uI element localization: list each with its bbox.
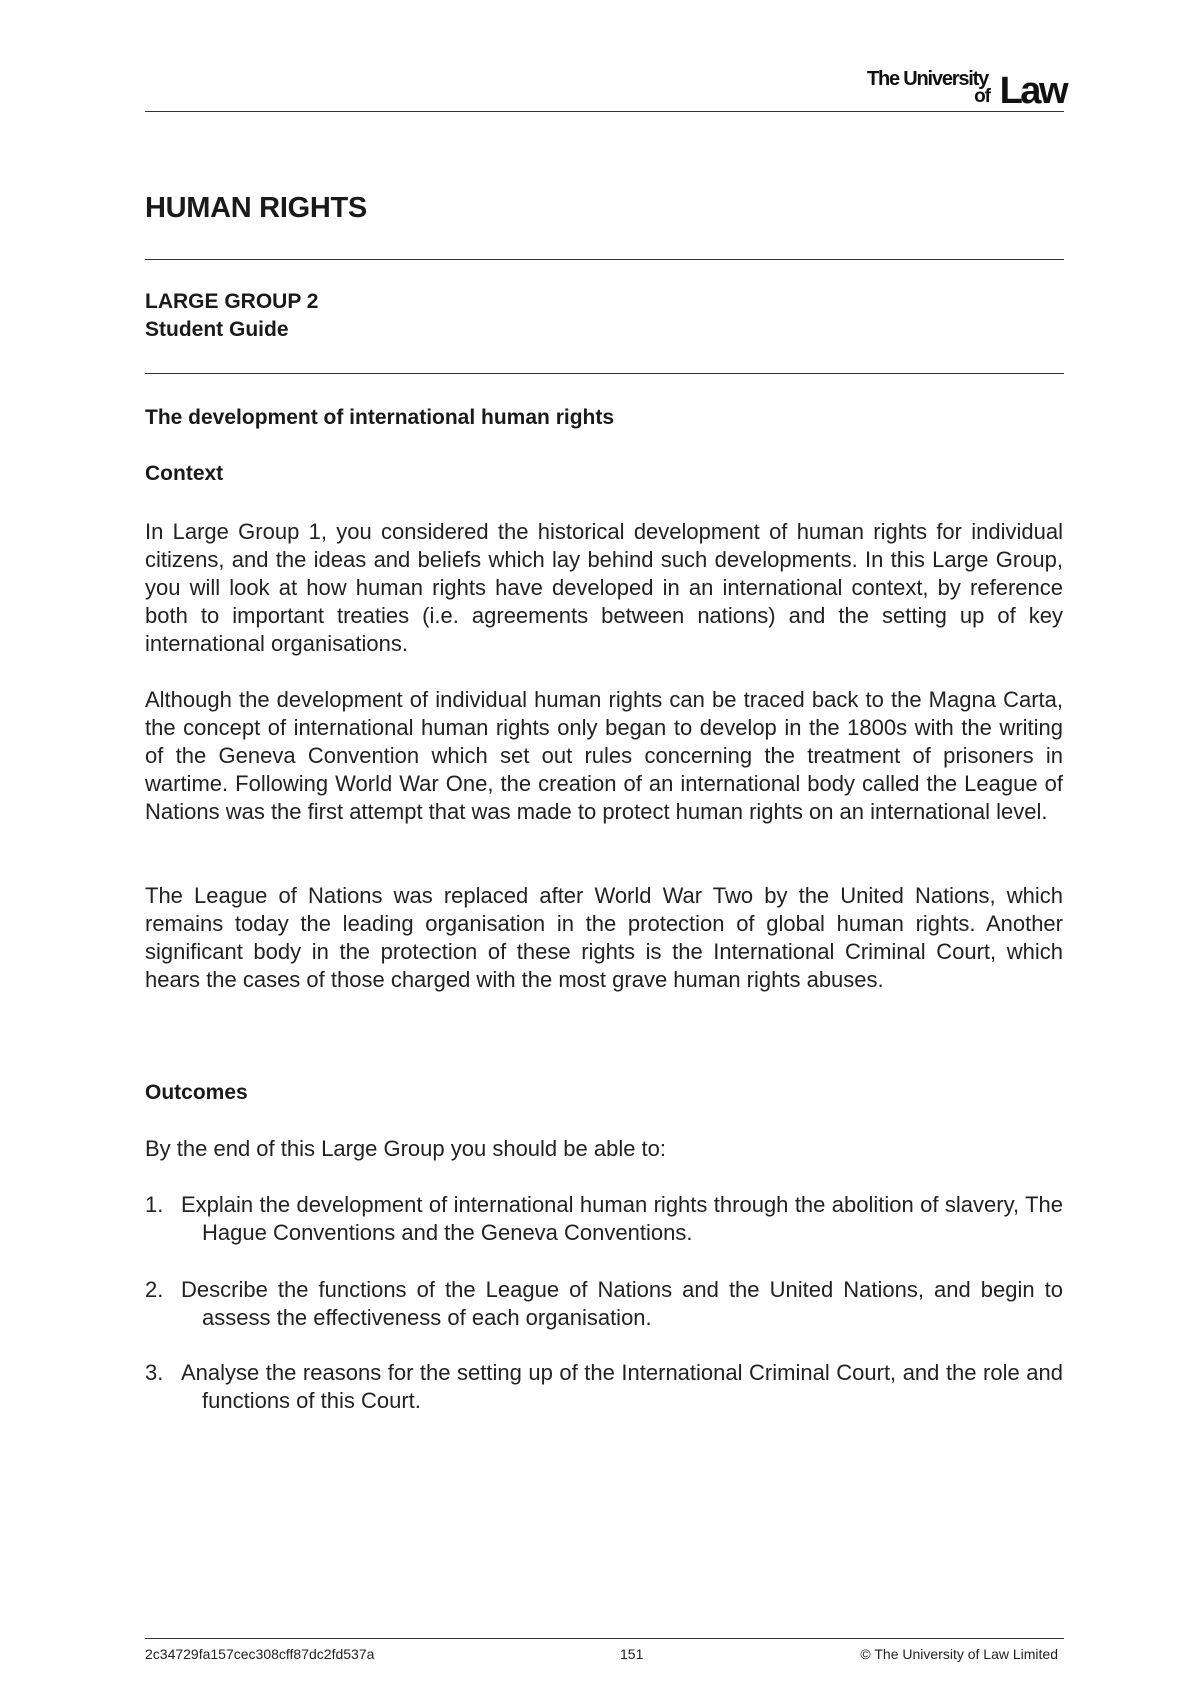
outcome-number: 1. (145, 1192, 164, 1217)
outcome-text: Explain the development of international human rights through the abolition of slavery, The Hague Conventions and the Geneva Conventions. (181, 1192, 1063, 1245)
outcomes-intro: By the end of this Large Group you should be able to: (145, 1136, 667, 1161)
section-rule (145, 373, 1064, 374)
university-of-law-logo (861, 68, 1066, 112)
outcomes-list (145, 1276, 1063, 1332)
document-id: 2c34729fa157cec308cff87dc2fd537a (145, 1646, 375, 1662)
logo-text-of: of (974, 86, 990, 107)
header-rule (145, 111, 1064, 112)
outcome-number: 2. (145, 1277, 164, 1302)
outcomes-list (145, 1359, 1063, 1415)
logo-text-law: Law (999, 70, 1066, 112)
outcomes-heading: Outcomes (145, 1081, 248, 1104)
copyright-notice: © The University of Law Limited (860, 1646, 1058, 1662)
outcome-item-2 (145, 1276, 1063, 1332)
outcome-item-1 (145, 1191, 1063, 1247)
outcome-item-3 (145, 1359, 1063, 1415)
guide-label: Student Guide (145, 318, 289, 341)
outcome-number: 3. (145, 1360, 164, 1385)
context-paragraph-2: Although the development of individual human rights can be traced back to the Magna Carta, the concept of international human rights only began to develop in the 1800s with the writing of the Geneva Convention which set out rules concerning the treatment of prisoners in wartime. Following World War One, the creation of an international body called the League of Nations was the first attempt that was made to protect human rights on an international level. (145, 687, 1063, 824)
outcome-text: Analyse the reasons for the setting up of the International Criminal Court, and the role and functions of this Court. (181, 1360, 1063, 1413)
document-title: HUMAN RIGHTS (145, 192, 367, 224)
footer-rule (145, 1638, 1064, 1639)
context-paragraph-1: In Large Group 1, you considered the historical development of human rights for individual citizens, and the ideas and beliefs which lay behind such developments. In this Large Group, you will look at how human rights have developed in an international context, by reference both to important treaties (i.e. agreements between nations) and the setting up of key international organisations. (145, 519, 1063, 656)
page-number: 151 (620, 1646, 644, 1662)
title-rule (145, 259, 1064, 260)
logo-text-the-university: The University (866, 68, 988, 90)
session-label: LARGE GROUP 2 (145, 290, 319, 313)
outcomes-list (145, 1191, 1063, 1247)
context-paragraph-3: The League of Nations was replaced after World War Two by the United Nations, which remains today the leading organisation in the protection of global human rights. Another significant body in the protection of these rights is the International Criminal Court, which hears the cases of those charged with the most grave human rights abuses. (145, 883, 1063, 992)
outcome-text: Describe the functions of the League of Nations and the United Nations, and begin to assess the effectiveness of each organisation. (181, 1277, 1063, 1330)
topic-heading: The development of international human rights (145, 406, 615, 429)
context-heading: Context (145, 462, 224, 485)
